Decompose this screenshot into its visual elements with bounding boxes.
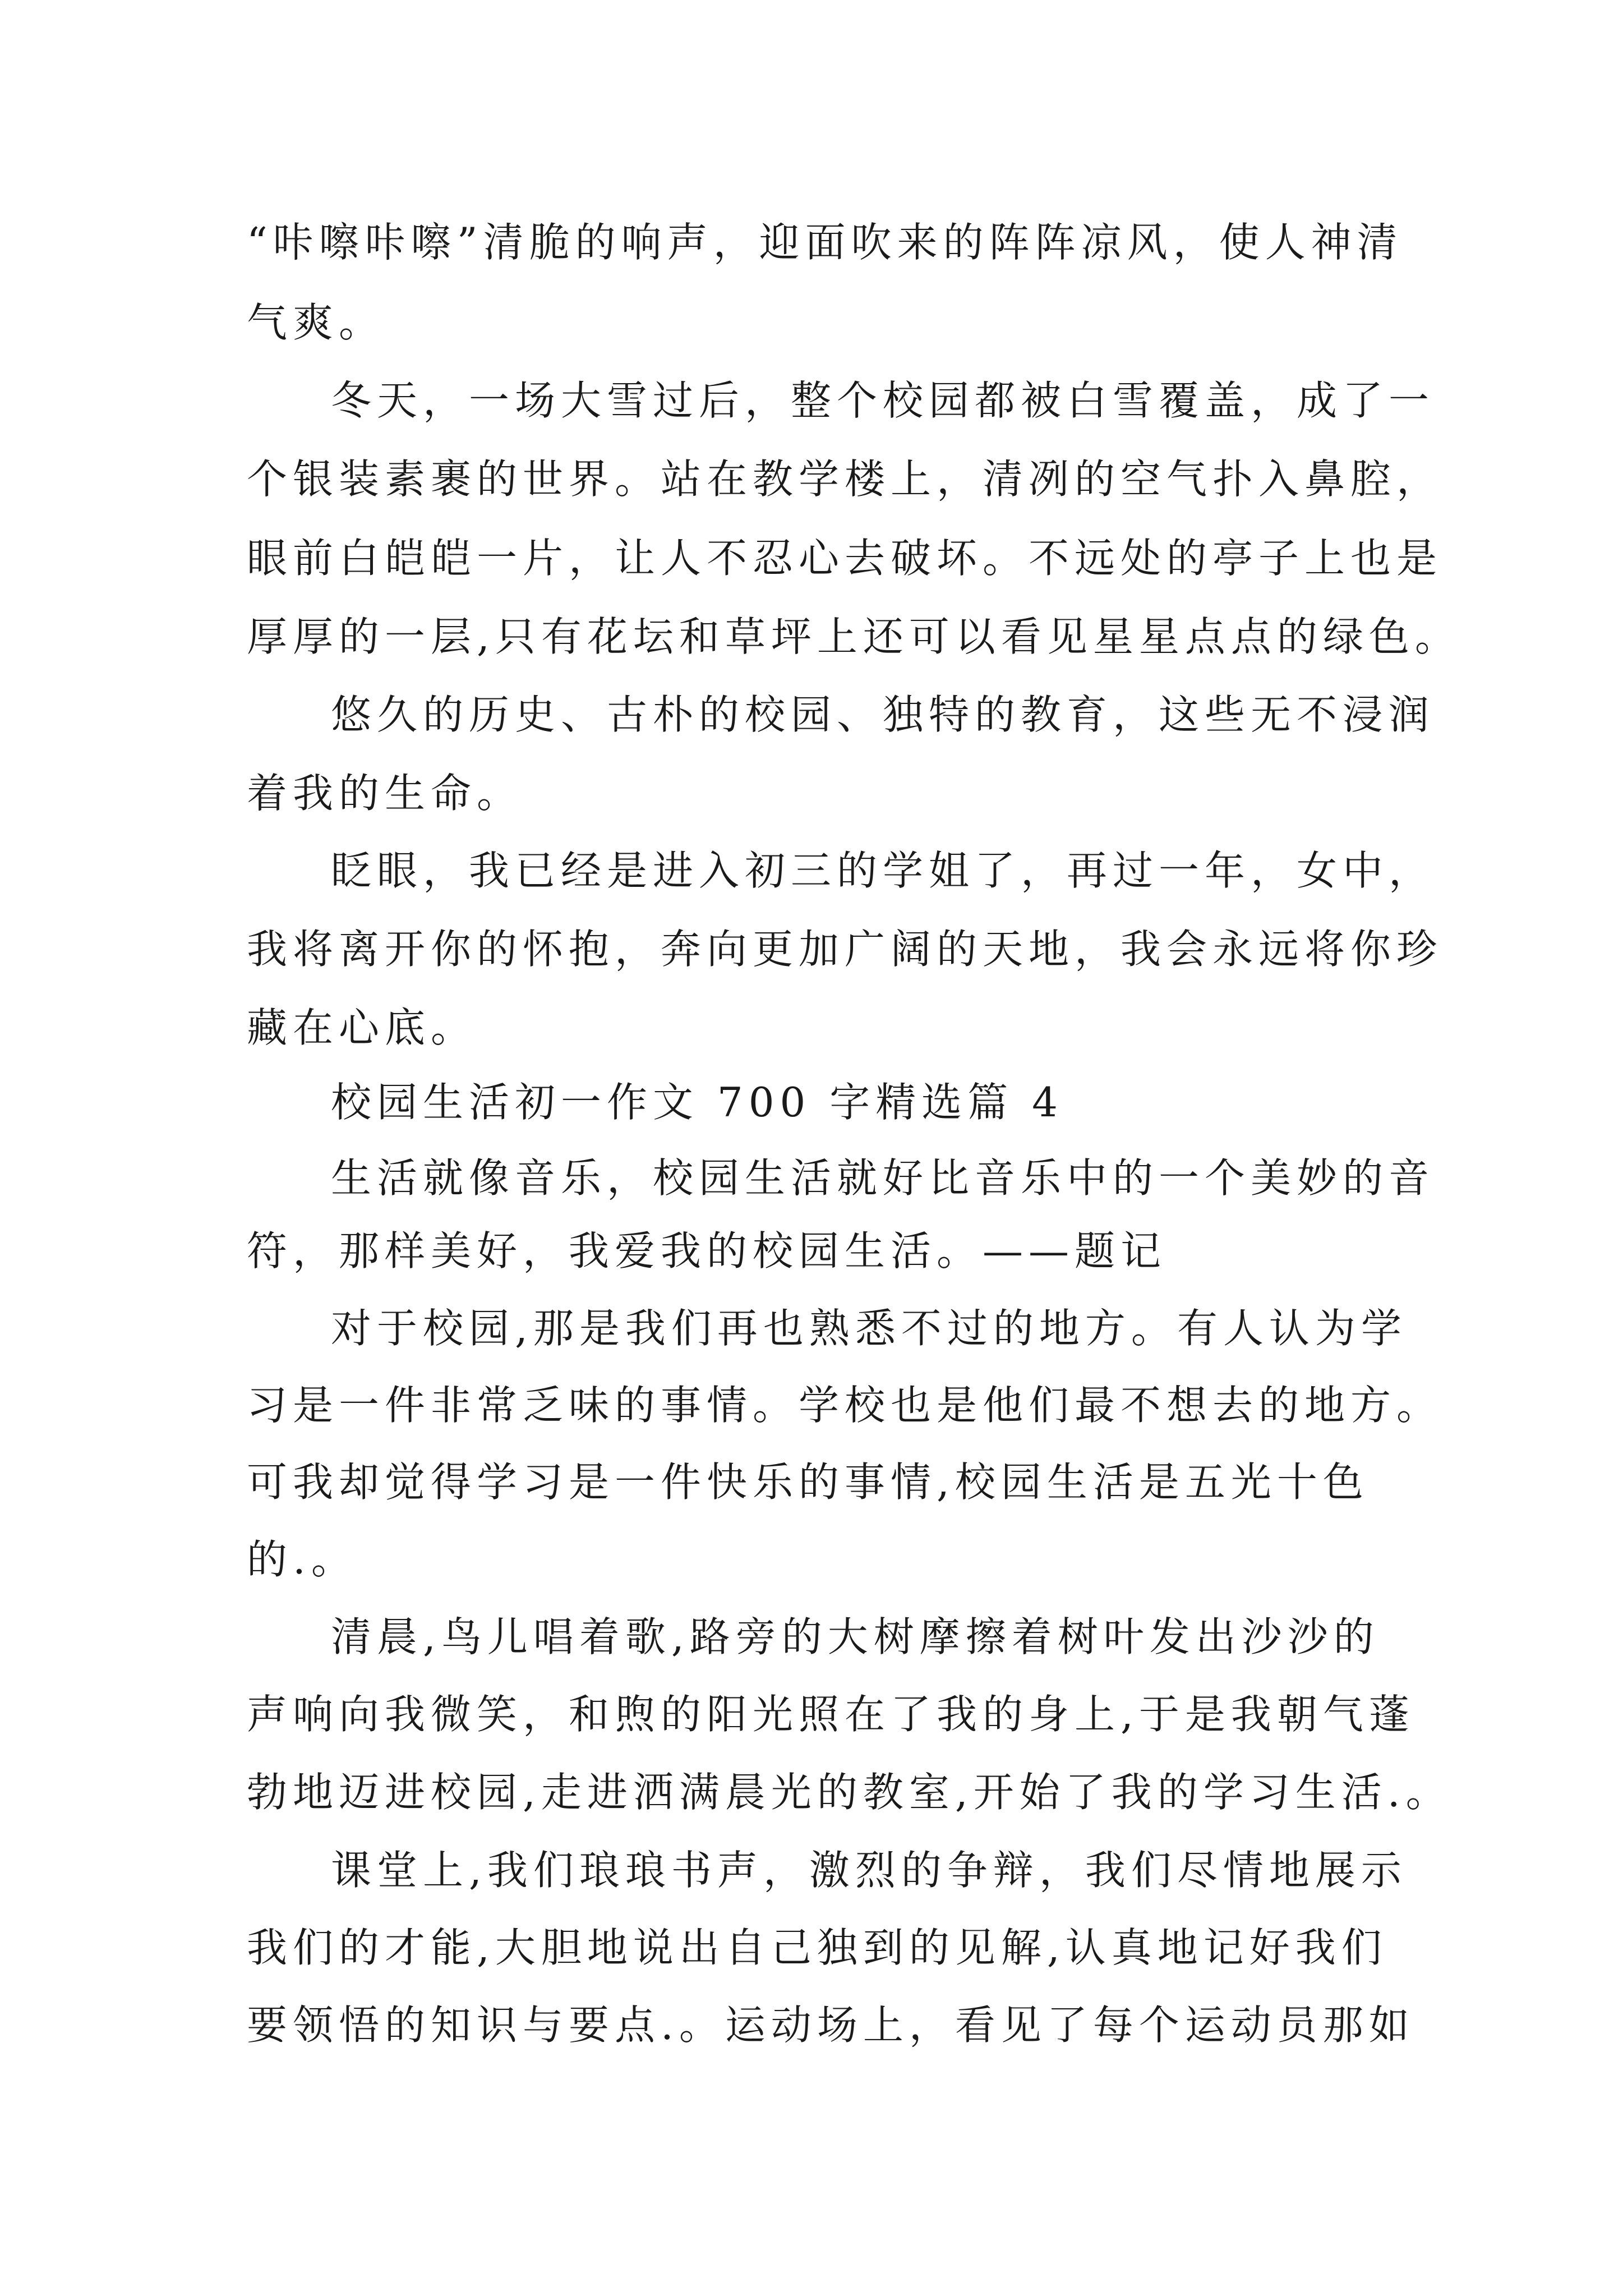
text-line: 着我的生命。 <box>247 770 523 817</box>
text-line: 气爽。 <box>247 299 385 346</box>
paragraph-start-line: 眨眼，我已经是进入初三的学姐了，再过一年，女中， <box>331 847 1435 894</box>
text-line: 要领悟的知识与要点.。运动场上，看见了每个运动员那如 <box>247 2001 1415 2049</box>
text-line: 藏在心底。 <box>247 1004 477 1051</box>
text-line: 勃地迈进校园,走进洒满晨光的教室,开始了我的学习生活.。 <box>247 1769 1452 1816</box>
text-line: 可我却觉得学习是一件快乐的事情,校园生活是五光十色 <box>247 1458 1369 1506</box>
text-line: 厚厚的一层,只有花坛和草坪上还可以看见星星点点的绿色。 <box>247 613 1461 660</box>
paragraph-start-line: 课堂上,我们琅琅书声，激烈的争辩，我们尽情地展示 <box>331 1847 1407 1894</box>
text-line: 符，那样美好，我爱我的校园生活。——题记 <box>247 1227 1167 1274</box>
text-line: 习是一件非常乏味的事情。学校也是他们最不想去的地方。 <box>247 1382 1443 1429</box>
text-line: 我将离开你的怀抱，奔向更加广阔的天地，我会永远将你珍 <box>247 926 1443 973</box>
paragraph-start-line: 生活就像音乐，校园生活就好比音乐中的一个美妙的音 <box>331 1154 1435 1202</box>
paragraph-start-line: 对于校园,那是我们再也熟悉不过的地方。有人认为学 <box>331 1305 1407 1352</box>
text-line: 我们的才能,大胆地说出自己独到的见解,认真地记好我们 <box>247 1924 1387 1971</box>
text-line: 声响向我微笑，和煦的阳光照在了我的身上,于是我朝气蓬 <box>247 1691 1415 1738</box>
text-line: 的.。 <box>247 1536 357 1583</box>
paragraph-start-line: 清晨,鸟儿唱着歌,路旁的大树摩擦着树叶发出沙沙的 <box>331 1613 1380 1660</box>
text-line: 个银装素裹的世界。站在教学楼上，清冽的空气扑入鼻腔， <box>247 455 1443 503</box>
paragraph-start-line: 冬天，一场大雪过后，整个校园都被白雪覆盖，成了一 <box>331 377 1435 424</box>
text-line: 眼前白皑皑一片，让人不忍心去破坏。不远处的亭子上也是 <box>247 535 1443 582</box>
text-line: “咔嚓咔嚓”清脆的响声，迎面吹来的阵阵凉风，使人神清 <box>247 219 1403 266</box>
section-heading: 校园生活初一作文 700 字精选篇 4 <box>331 1079 1063 1126</box>
paragraph-start-line: 悠久的历史、古朴的校园、独特的教育，这些无不浸润 <box>331 691 1435 738</box>
